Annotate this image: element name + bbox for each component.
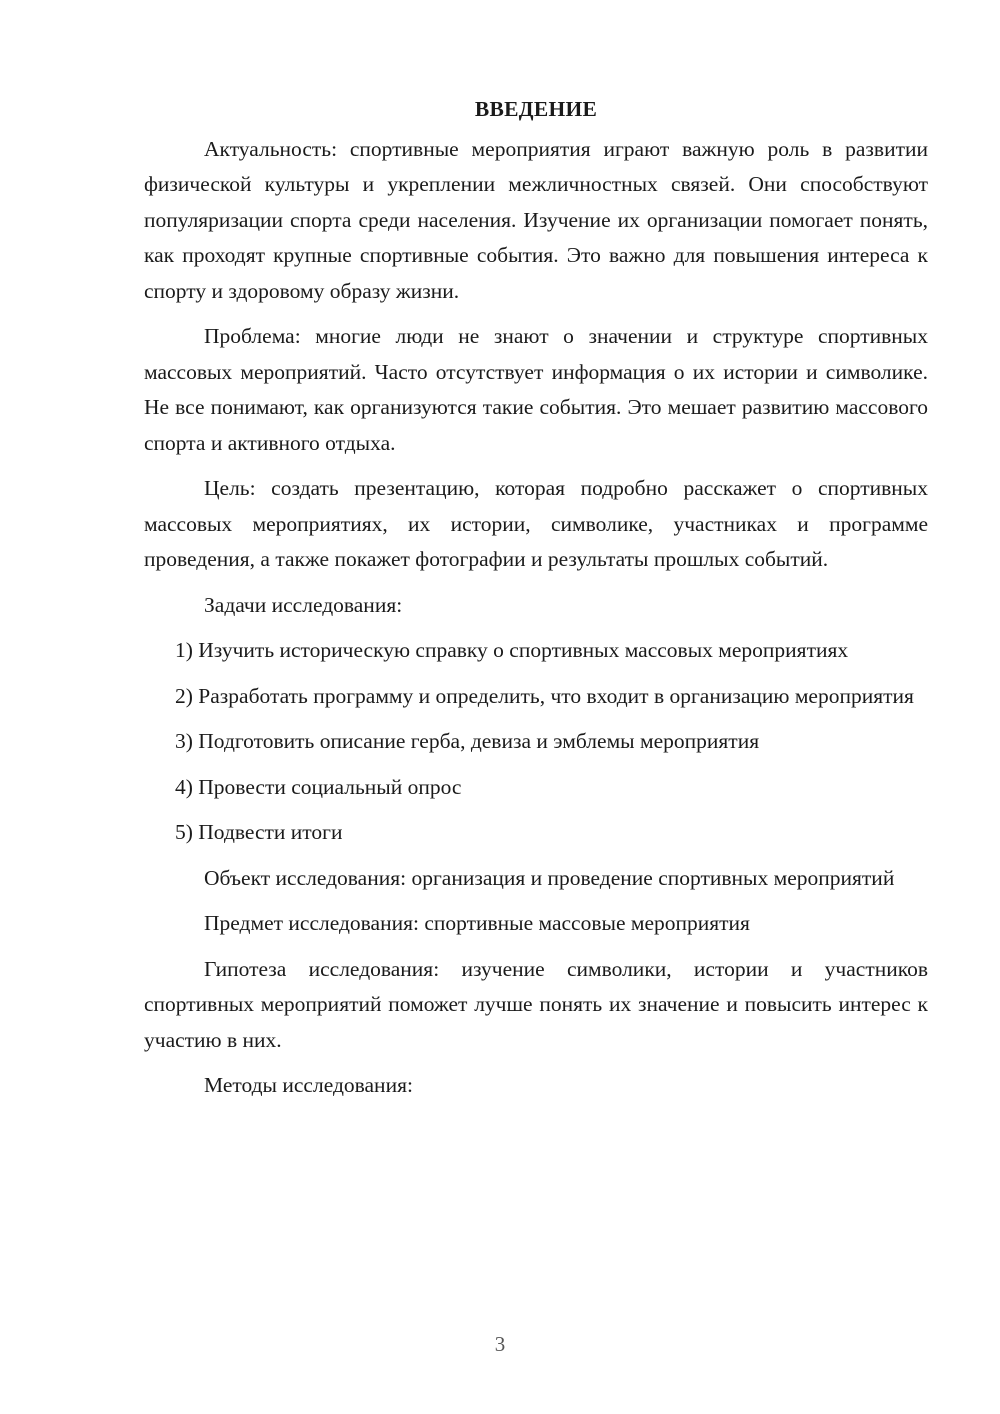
document-title: ВВЕДЕНИЕ	[474, 97, 598, 121]
task-item-1: 1) Изучить историческую справку о спортивных массовых мероприятиях	[175, 638, 849, 662]
page-number: 3	[494, 1332, 506, 1356]
task-item-3: 3) Подготовить описание герба, девиза и эмблемы мероприятия	[175, 729, 760, 753]
document-page	[144, 92, 928, 1114]
goal-paragraph: Цель: создать презентацию, которая подробно расскажет о спортивных массовых мероприятиях, их истории, символике, участниках и программе проведения, а также покажет фотографии и результаты прошлых событий.	[144, 476, 928, 571]
methods-heading: Методы исследования:	[204, 1073, 413, 1097]
tasks-heading: Задачи исследования:	[204, 592, 403, 617]
task-item-4: 4) Провести социальный опрос	[175, 774, 462, 799]
hypothesis-paragraph: Гипотеза исследования: изучение символики, истории и участников спортивных мероприятий поможет лучше понять их значение и повысить интерес к участию в них.	[144, 956, 928, 1052]
relevance-paragraph: Актуальность: спортивные мероприятия играют важную роль в развитии физической культуры и укреплении межличностных связей. Они способствуют популяризации спорта среди населения. Изучение их организации помогает понять, как проходят крупные спортивные события. Это важно для повышения интереса к спорту и здоровому образу жизни.	[144, 136, 928, 303]
task-item-5: 5) Подвести итоги	[175, 820, 343, 844]
subject-paragraph: Предмет исследования: спортивные массовые мероприятия	[204, 911, 750, 935]
task-item-2: 2) Разработать программу и определить, что входит в организацию мероприятия	[175, 683, 914, 708]
object-paragraph: Объект исследования: организация и проведение спортивных мероприятий	[204, 865, 895, 890]
problem-paragraph: Проблема: многие люди не знают о значении и структуре спортивных массовых мероприятий. Часто отсутствует информация о их истории и символике. Не все понимают, как организуются такие события. Это мешает развитию массового спорта и активного отдыха.	[144, 324, 928, 455]
